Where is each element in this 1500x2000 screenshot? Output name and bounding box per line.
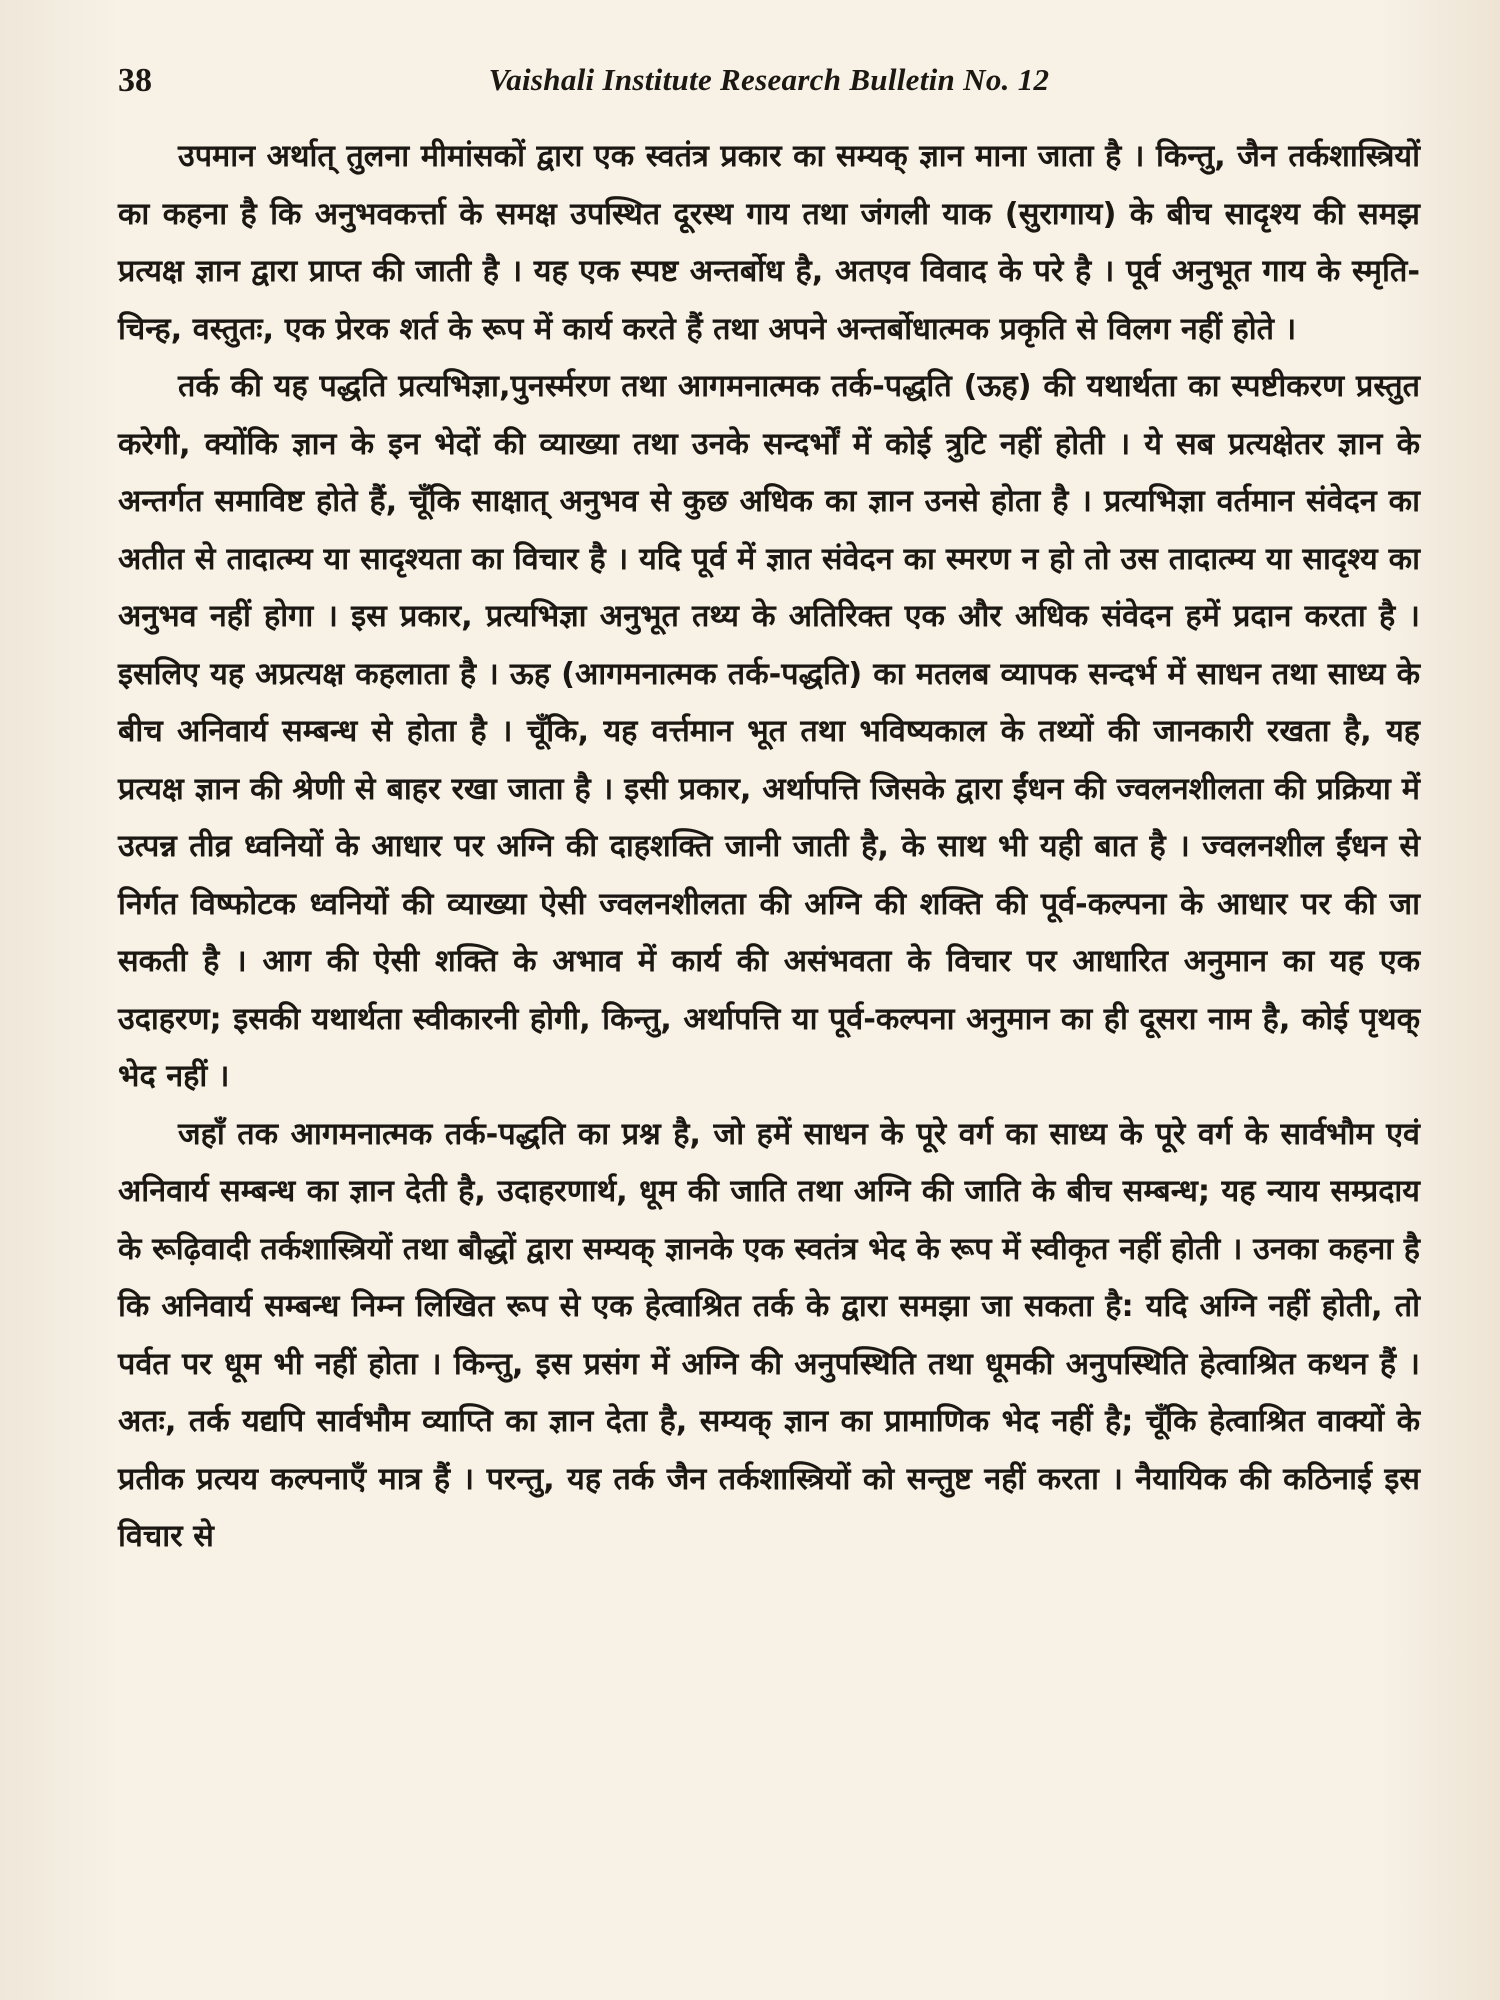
term-sadhana: साधन <box>1196 656 1261 692</box>
body-text <box>118 128 1420 1566</box>
page-number: 38 <box>118 62 152 99</box>
running-header <box>118 62 1420 112</box>
paragraph-2-text-a: तर्क की यह पद्धति प्रत्यभिज्ञा,पुनर्स्मरण तथा आगमनात्मक तर्क-पद्धति ( <box>178 369 978 404</box>
term-sadhya: साध्य <box>1327 656 1386 692</box>
paragraph-2-text-c: (आगमनात्मक तर्क-पद्धति) का मतलब व्यापक सन्दर्भ में <box>550 656 1197 692</box>
paragraph-2-text-b: ) की यथार्थता का स्पष्टीकरण प्रस्तुत करेगी, क्योंकि ज्ञान के इन भेदों की व्याख्या तथा उनके सन्दर्भों में कोई त्रुटि नहीं होती । ये सब प्रत्यक्षेतर ज्ञान के अन्तर्गत समाविष्ट होते हैं, चूँकि साक्षात् अनुभव से कुछ अधिक का ज्ञान उनसे होता है । प्रत्यभिज्ञा वर्तमान संवेदन का अतीत से तादात्म्य या सादृश्यता का विचार है । यदि पूर्व में ज्ञात संवेदन का स्मरण न हो तो उस तादात्म्य या सादृश्य का अनुभव नहीं होगा । इस प्रकार, प्रत्यभिज्ञा अनुभूत तथ्य के अतिरिक्त एक और अधिक संवेदन हमें प्रदान करता है । इसलिए यह अप्रत्यक्ष कहलाता है । <box>118 369 1420 692</box>
paragraph-1: उपमान अर्थात् तुलना मीमांसकों द्वारा एक स्वतंत्र प्रकार का सम्यक् ज्ञान माना जाता है । किन्तु, जैन तर्कशास्त्रियों का कहना है कि अनुभवकर्त्ता के समक्ष उपस्थित दूरस्थ गाय तथा जंगली याक (सुरागाय) के बीच सादृश्य की समझ प्रत्यक्ष ज्ञान द्वारा प्राप्त की जाती है । यह एक स्पष्ट अन्तर्बोध है, अतएव विवाद के परे है । पूर्व अनुभूत गाय के स्मृति-चिन्ह, वस्तुतः, एक प्रेरक शर्त के रूप में कार्य करते हैं तथा अपने अन्तर्बोधात्मक प्रकृति से विलग नहीं होते । <box>118 139 1420 347</box>
term-uha-2: ऊह <box>509 656 551 692</box>
paragraph-3: जहाँ तक आगमनात्मक तर्क-पद्धति का प्रश्न है, जो हमें साधन के पूरे वर्ग का साध्य के पूरे वर्ग के सार्वभौम एवं अनिवार्य सम्बन्ध का ज्ञान देती है, उदाहरणार्थ, धूम की जाति तथा अग्नि की जाति के बीच सम्बन्ध; यह न्याय सम्प्रदाय के रूढ़िवादी तर्कशास्त्रियों तथा बौद्धों द्वारा सम्यक् ज्ञानके एक स्वतंत्र भेद के रूप में स्वीकृत नहीं होती । उनका कहना है कि अनिवार्य सम्बन्ध निम्न लिखित रूप से एक हेत्वाश्रित तर्क के द्वारा समझा जा सकता है: यदि अग्नि नहीं होती, तो पर्वत पर धूम भी नहीं होता । किन्तु, इस प्रसंग में अग्नि की अनुपस्थिति तथा धूमकी अनुपस्थिति हेत्वाश्रित कथन हैं । अतः, तर्क यद्यपि सार्वभौम व्याप्ति का ज्ञान देता है, सम्यक् ज्ञान का प्रामाणिक भेद नहीं है; चूँकि हेत्वाश्रित वाक्यों के प्रतीक प्रत्यय कल्पनाएँ मात्र हैं । परन्तु, यह तर्क जैन तर्कशास्त्रियों को सन्तुष्ट नहीं करता । नैयायिक की कठिनाई इस विचार से <box>118 1116 1420 1554</box>
paragraph-2-text-e: के बीच अनिवार्य सम्बन्ध से होता है । चूँकि, यह वर्त्तमान भूत तथा भविष्यकाल के तथ्यों की जानकारी रखता है, यह प्रत्यक्ष ज्ञान की श्रेणी से बाहर रखा जाता है । इसी प्रकार, अर्थापत्ति जिसके द्वारा ईंधन की ज्वलनशीलता की प्रक्रिया में उत्पन्न तीव्र ध्वनियों के आधार पर अग्नि की दाहशक्ति जानी जाती है, के साथ भी यही बात है । ज्वलनशील ईंधन से निर्गत विष्फोटक ध्वनियों की व्याख्या ऐसी ज्वलनशीलता की अग्नि की शक्ति की पूर्व-कल्पना के आधार पर की जा सकती है । आग की ऐसी शक्ति के अभाव में कार्य की असंभवता के विचार पर आधारित अनुमान का यह एक उदाहरण; इसकी यथार्थता स्वीकारनी होगी, किन्तु, अर्थापत्ति या पूर्व-कल्पना अनुमान का ही दूसरा नाम है, कोई पृथक् भेद नहीं । <box>118 656 1421 1094</box>
paragraph-2 <box>118 358 1420 1106</box>
term-uha: ऊह <box>977 369 1018 404</box>
paragraph-2-text-d: तथा <box>1260 656 1328 692</box>
journal-title: Vaishali Institute Research Bulletin No. 12 <box>488 62 1050 97</box>
